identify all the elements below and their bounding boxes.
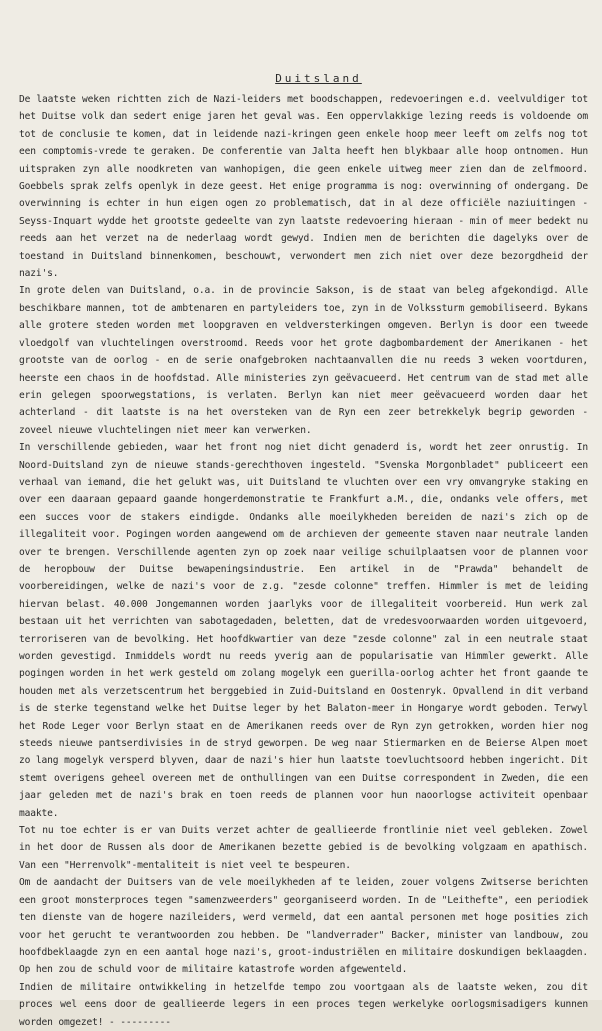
page-title: Duitsland <box>275 72 362 85</box>
paragraph-state-of-siege: In grote delen van Duitsland, o.a. in de provincie Sakson, is de staat van beleg afgekondigd. Alle beschikbare mannen, tot de ambtenaren en partyleiders toe, zyn in de Volkssturm gemobiliseerd. Bykans alle grotere steden worden met loopgraven en veldversterkingen omgeven. Berlyn is door een tweede vloedgolf van vluchtelingen overstroomd. Reeds voor het grote dagbombardement der Amerikanen - het grootste van de oorlog - en de serie onafgebroken nachtaanvallen die nu reeds 3 weken voortduren, heerste een chaos in de hoofdstad. Alle ministeries zyn geëvacueerd. Het centrum van de stad met alle erin gelegen spoorwegstations, is verlaten. Berlyn kan niet meer geëvacueerd worden daar het achterland - dit laatste is na het oversteken van de Ryn een zeer betrekkelyk begrip geworden - zoveel nieuwe vluchtelingen niet meer kan verwerken. <box>19 285 588 436</box>
paragraph-illegality: In verschillende gebieden, waar het front nog niet dicht genaderd is, wordt het zeer onrustig. In Noord-Duitsland zyn de nieuwe stands-gerechthoven ingesteld. "Svenska Morgonbladet" publiceert een verhaal van iemand, die het gelukt was, uit Duitsland te vluchten over een vry omvangryke staking en over een daaraan gepaard gaande hongerdemonstratie te Frankfurt a.M., die, ondanks vele offers, met een succes voor de stakers eindigde. Ondanks alle moeilykheden bereiden de nazi's zich op de illegaliteit voor. Pogingen worden aangewend om de archieven der gemeente staven naar neutrale landen over te brengen. Verschillende agenten zyn op zoek naar veilige schuilplaatsen voor de plannen voor de heropbouw der Duitse bewapeningsindustrie. Een artikel in de "Prawda" behandelt de voorbereidingen, welke de nazi's voor de z.g. "zesde colonne" treffen. Himmler is met de leiding hiervan belast. 40.000 Jongemannen worden jaarlyks voor de illegaliteit voorbereid. Hun werk zal bestaan uit het verrichten van sabotagedaden, beletten, dat de vredesvoorwaarden worden uitgevoerd, terroriseren van de bevolking. Het hoofdkwartier van deze "zesde colonne" zal in een neutrale staat worden gevestigd. Inmiddels wordt nu reeds yverig aan de popularisatie van Himmler gewerkt. Alle pogingen worden in het werk gesteld om zolang mogelyk een guerilla-oorlog achter het front gaande te houden met als verzetscentrum het berggebied in Zuid-Duitsland en Oostenryk. Opvallend in dit verband is de sterke tegenstand welke het Duitse leger by het Balaton-meer in Hongarye wordt geboden. Terwyl het Rode Leger voor Berlyn staat en de Amerikanen reeds over de Ryn zyn getrokken, worden hier nog steeds nieuwe pantserdivisies in de stryd geworpen. De weg naar Stiermarken en de Beierse Alpen moet zo lang mogelyk versperd blyven, daar de nazi's hier hun laatste toevluchtsoord hebben ingericht. Dit stemt overigens geheel overeen met de onthullingen van een Duitse correspondent in Zweden, die een jaar geleden met de nazi's brak en toen reeds de plannen voor hun naoorlogse activiteit openbaar maakte. <box>19 442 588 819</box>
paragraph-show-trial: Om de aandacht der Duitsers van de vele moeilykheden af te leiden, zouer volgens Zwitserse berichten een groot monsterproces tegen "samenzweerders" georganiseerd worden. In de "Leithefte", een periodiek ten dienste van de hogere nazileiders, werd vermeld, dat een aantal personen met hoge posities zich voor het gerucht te verantwoorden zou hebben. De "landverrader" Backer, minister van landbouw, zou hoofdbeklaagde zyn en een aantal hoge nazi's, groot-industriëlen en militaire doskundigen beklaagden. Op hen zou de schuld voor de militaire katastrofe worden afgewenteld. <box>19 877 588 976</box>
paragraph-closing: Indien de militaire ontwikkeling in hetzelfde tempo zou voortgaan als de laatste weken, zou dit proces wel eens door de geallieerde legers in een proces tegen werkelyke oorlogsmisadigers kunnen worden omgezet! - --------- <box>19 981 588 1028</box>
paragraph-no-resistance: Tot nu toe echter is er van Duits verzet achter de geallieerde frontlinie niet veel gebleken. Zowel in het door de Russen als door de Amerikanen bezette gebied is de bevolking volgzaam en apathisch. Van een "Herrenvolk"-mentaliteit is niet veel te bespeuren. <box>19 825 588 871</box>
paragraph-intro: De laatste weken richtten zich de Nazi-leiders met boodschappen, redevoeringen e.d. veelvuldiger tot het Duitse volk dan sedert enige jaren het geval was. Een oppervlakkige lezing reeds is voldoende om tot de conclusie te komen, dat in leidende nazi-kringen geen enkele hoop meer leeft om zelfs nog tot een comptomis-vrede te geraken. De conferentie van Jalta heeft hen blykbaar alle hoop ontnomen. Hun uitspraken zyn alle noodkreten van wanhopigen, die geen enkele uitweg meer zien dan de zelfmoord. Goebbels sprak zelfs openlyk in deze geest. Het enige programma is nog: overwinning of ondergang. De overwinning is echter in hun eigen ogen zo problematisch, dat in al deze officiële naziuitingen - Seyss-Inquart wydde het grootste gedeelte van zyn laatste redevoering hieraan - min of meer bedekt nu reeds aan het verzet na de nederlaag wordt gewyd. Indien men de berichten die dagelyks over de toestand in Duitsland binnenkomen, beschouwt, verwondert men zich niet over deze bezorgdheid der nazi's. <box>19 94 588 280</box>
